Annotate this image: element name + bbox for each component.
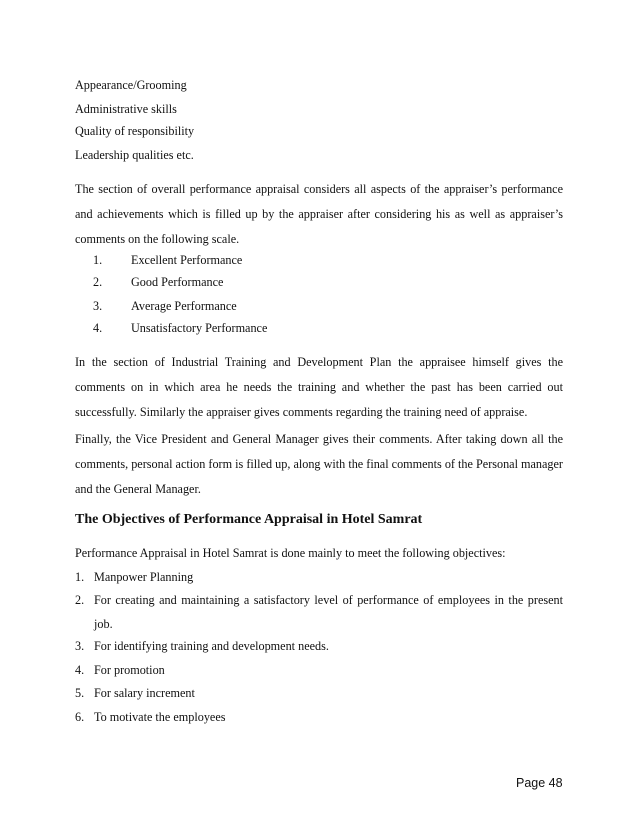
objectives-intro: Performance Appraisal in Hotel Samrat is done mainly to meet the following objectives: <box>75 546 506 560</box>
objective-text: To motivate the employees <box>94 710 226 724</box>
scale-number: 3. <box>93 299 103 313</box>
scale-label: Average Performance <box>131 299 237 313</box>
scale-label: Unsatisfactory Performance <box>131 321 268 335</box>
objective-number: 1. <box>75 570 85 584</box>
objective-number: 3. <box>75 639 85 653</box>
scale-number: 1. <box>93 253 103 267</box>
paragraph-final-comments: Finally, the Vice President and General Manager gives their comments. After taking down all the comments, personal action form is filled up, along with the final comments of the Personal manager and the General Manager. <box>75 432 563 496</box>
scale-label: Good Performance <box>131 275 224 289</box>
scale-number: 2. <box>93 275 103 289</box>
list-item: Administrative skills <box>75 102 177 116</box>
list-item: Leadership qualities etc. <box>75 148 194 162</box>
paragraph-training: In the section of Industrial Training and Development Plan the appraisee himself gives the comments on in which area he needs the training and whether the past has been carried out successfully. Similarly the appraiser gives comments regarding the training need of appraise. <box>75 355 563 419</box>
list-item: Quality of responsibility <box>75 124 195 138</box>
scale-label: Excellent Performance <box>131 253 243 267</box>
objective-text: For salary increment <box>94 686 195 700</box>
objective-text: For promotion <box>94 663 165 677</box>
objective-text: For identifying training and development needs. <box>94 639 329 653</box>
objective-text: Manpower Planning <box>94 570 194 584</box>
objective-text: For creating and maintaining a satisfactory level of performance of employees in the present job. <box>94 593 563 631</box>
scale-number: 4. <box>93 321 103 335</box>
objective-number: 6. <box>75 710 85 724</box>
objective-number: 2. <box>75 593 85 607</box>
list-item: Appearance/Grooming <box>75 78 187 92</box>
section-heading: The Objectives of Performance Appraisal in Hotel Samrat <box>75 512 423 527</box>
page-number: Page 48 <box>516 776 563 790</box>
objective-number: 4. <box>75 663 85 677</box>
objective-number: 5. <box>75 686 85 700</box>
paragraph-overall-appraisal: The section of overall performance appraisal considers all aspects of the appraiser’s performance and achievements which is filled up by the appraiser after considering his as well as appraiser’s comments on the following scale. <box>75 182 563 246</box>
